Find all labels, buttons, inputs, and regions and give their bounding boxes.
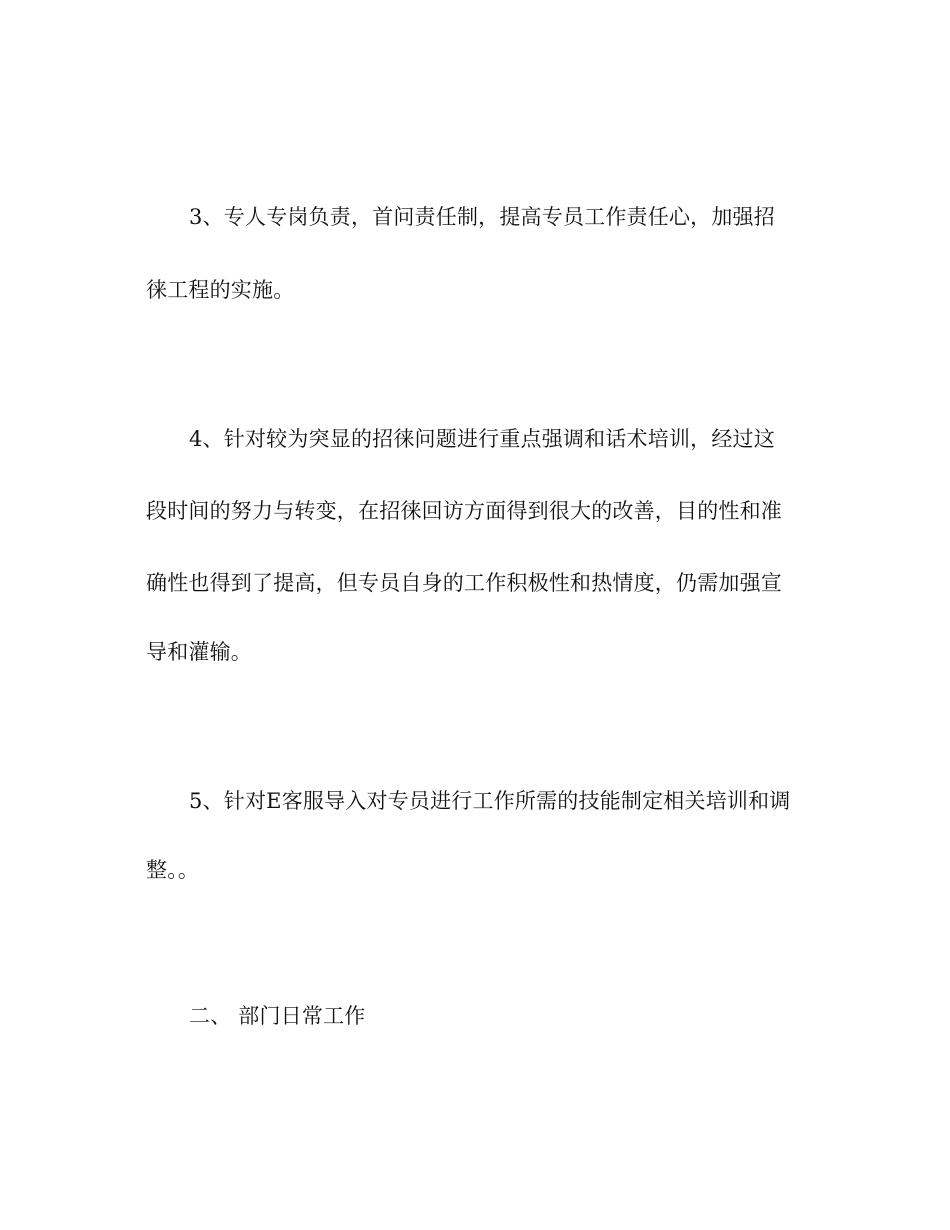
paragraph-3-line-2: 徕工程的实施。 xyxy=(146,278,295,302)
paragraph-5-line-1: 5、针对E客服导入对专员进行工作所需的技能制定相关培训和调 xyxy=(189,789,791,813)
paragraph-4-line-2: 段时间的努力与转变，在招徕回访方面得到很大的改善，目的性和准 xyxy=(146,499,782,523)
paragraph-4-line-4: 导和灌输。 xyxy=(146,640,252,664)
paragraph-4-line-3: 确性也得到了提高，但专员自身的工作积极性和热情度，仍需加强宣 xyxy=(146,571,782,595)
paragraph-5-line-2: 整。。 xyxy=(146,858,200,882)
paragraph-4-line-1: 4、针对较为突显的招徕问题进行重点强调和话术培训，经过这 xyxy=(189,427,775,451)
section-heading: 二、 部门日常工作 xyxy=(189,1004,366,1028)
paragraph-3-line-1: 3、专人专岗负责，首问责任制，提高专员工作责任心，加强招 xyxy=(189,205,775,229)
